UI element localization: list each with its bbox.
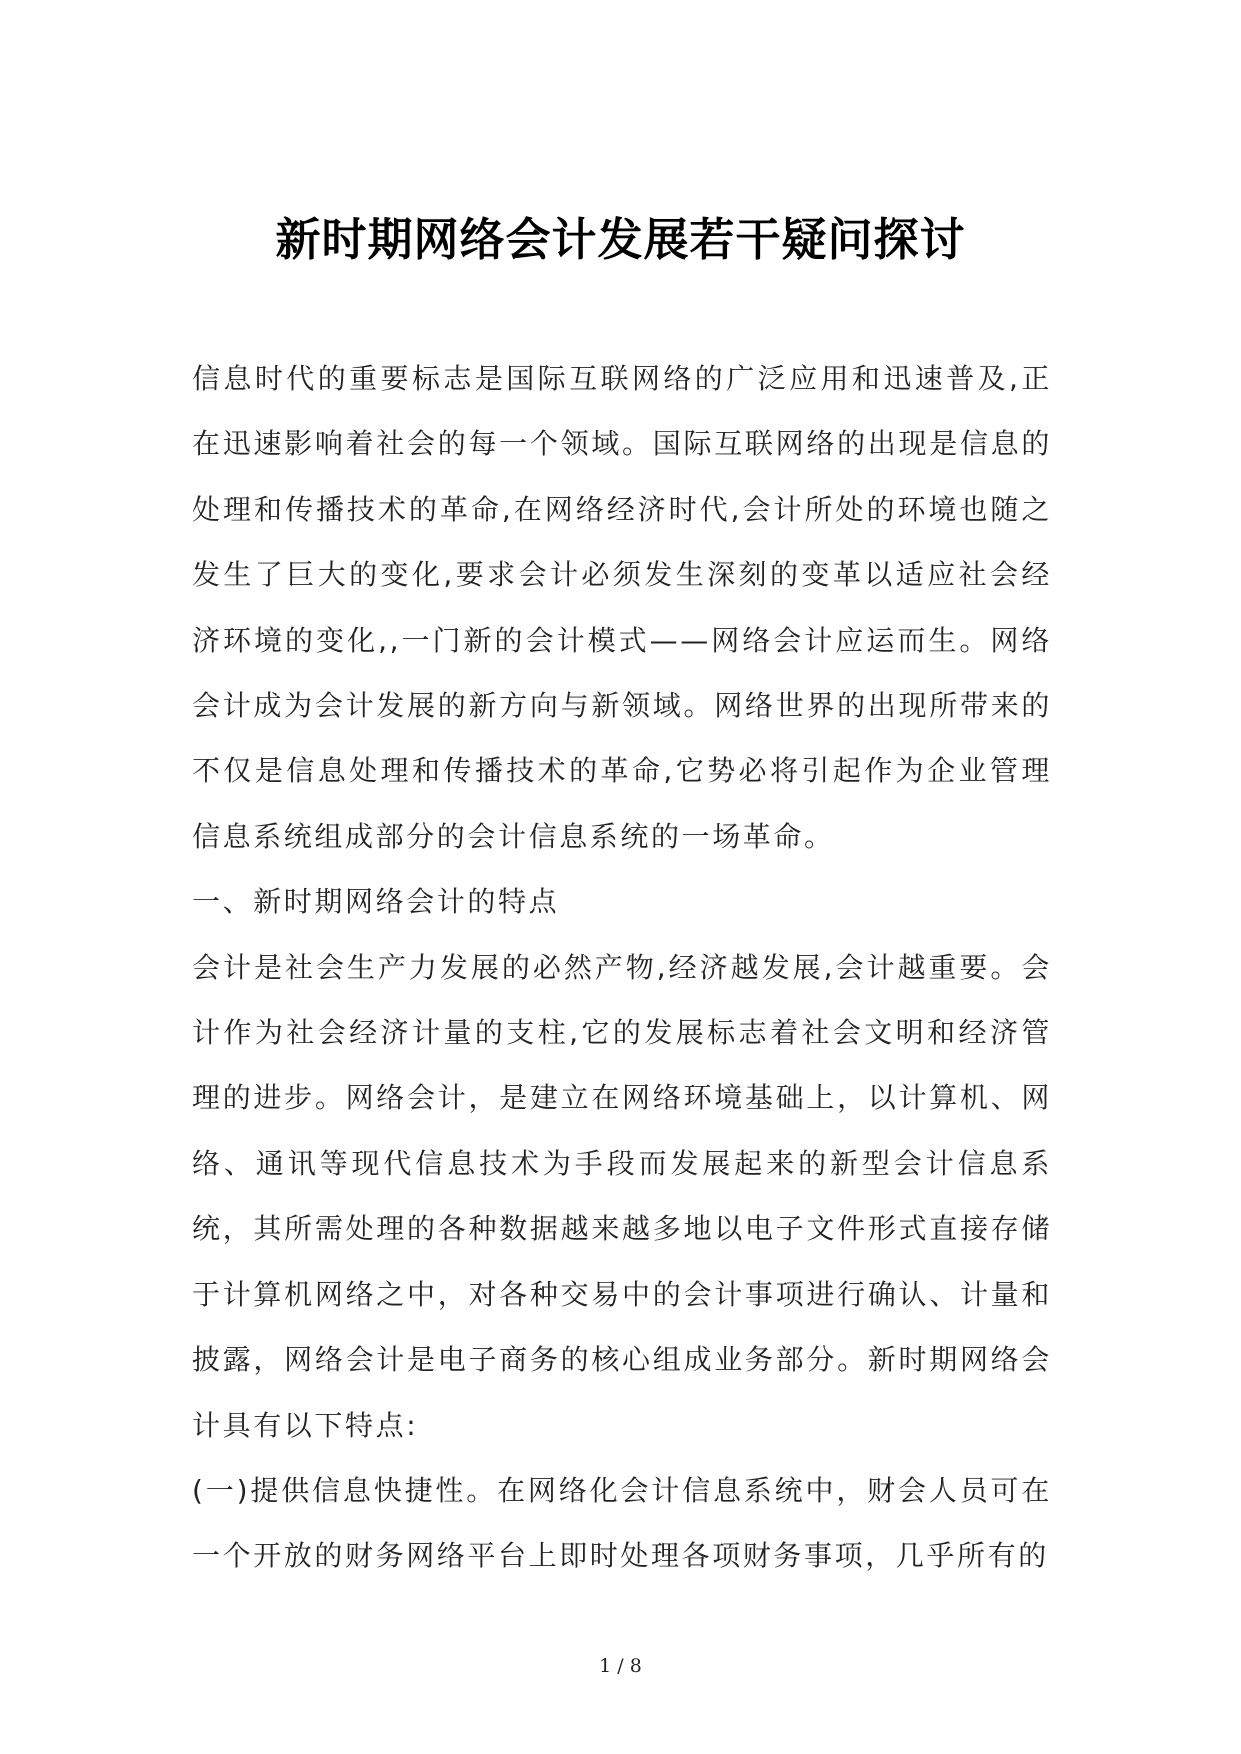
page-number: 1 / 8 [599, 1655, 642, 1677]
section-paragraph: 会计是社会生产力发展的必然产物,经济越发展,会计越重要。会计作为社会经济计量的支柱,它的发展标志着社会文明和经济管理的进步。网络会计，是建立在网络环境基础上，以计算机、网络、通讯等现代信息技术为手段而发展起来的新型会计信息系统，其所需处理的各种数据越来越多地以电子文件形式直接存储于计算机网络之中，对各种交易中的会计事项进行确认、计量和披露，网络会计是电子商务的核心组成业务部分。新时期网络会计具有以下特点: [192, 950, 1052, 1442]
section-heading: 一、新时期网络会计的特点 [192, 885, 560, 919]
intro-paragraph: 信息时代的重要标志是国际互联网络的广泛应用和迅速普及,正在迅速影响着社会的每一个领域。国际互联网络的出现是信息的处理和传播技术的革命,在网络经济时代,会计所处的环境也随之发生了巨大的变化,要求会计必须发生深刻的变革以适应社会经济环境的变化,,一门新的会计模式——网络会计应运而生。网络会计成为会计发展的新方向与新领域。网络世界的出现所带来的不仅是信息处理和传播技术的革命,它势必将引起作为企业管理信息系统组成部分的会计信息系统的一场革命。 [192, 362, 1052, 853]
subsection-paragraph: (一)提供信息快捷性。在网络化会计信息系统中，财会人员可在一个开放的财务网络平台上即时处理各项财务事项，几乎所有的 [192, 1473, 1052, 1573]
document-body [192, 346, 1052, 1589]
document-title: 新时期网络会计发展若干疑问探讨 [275, 213, 966, 266]
